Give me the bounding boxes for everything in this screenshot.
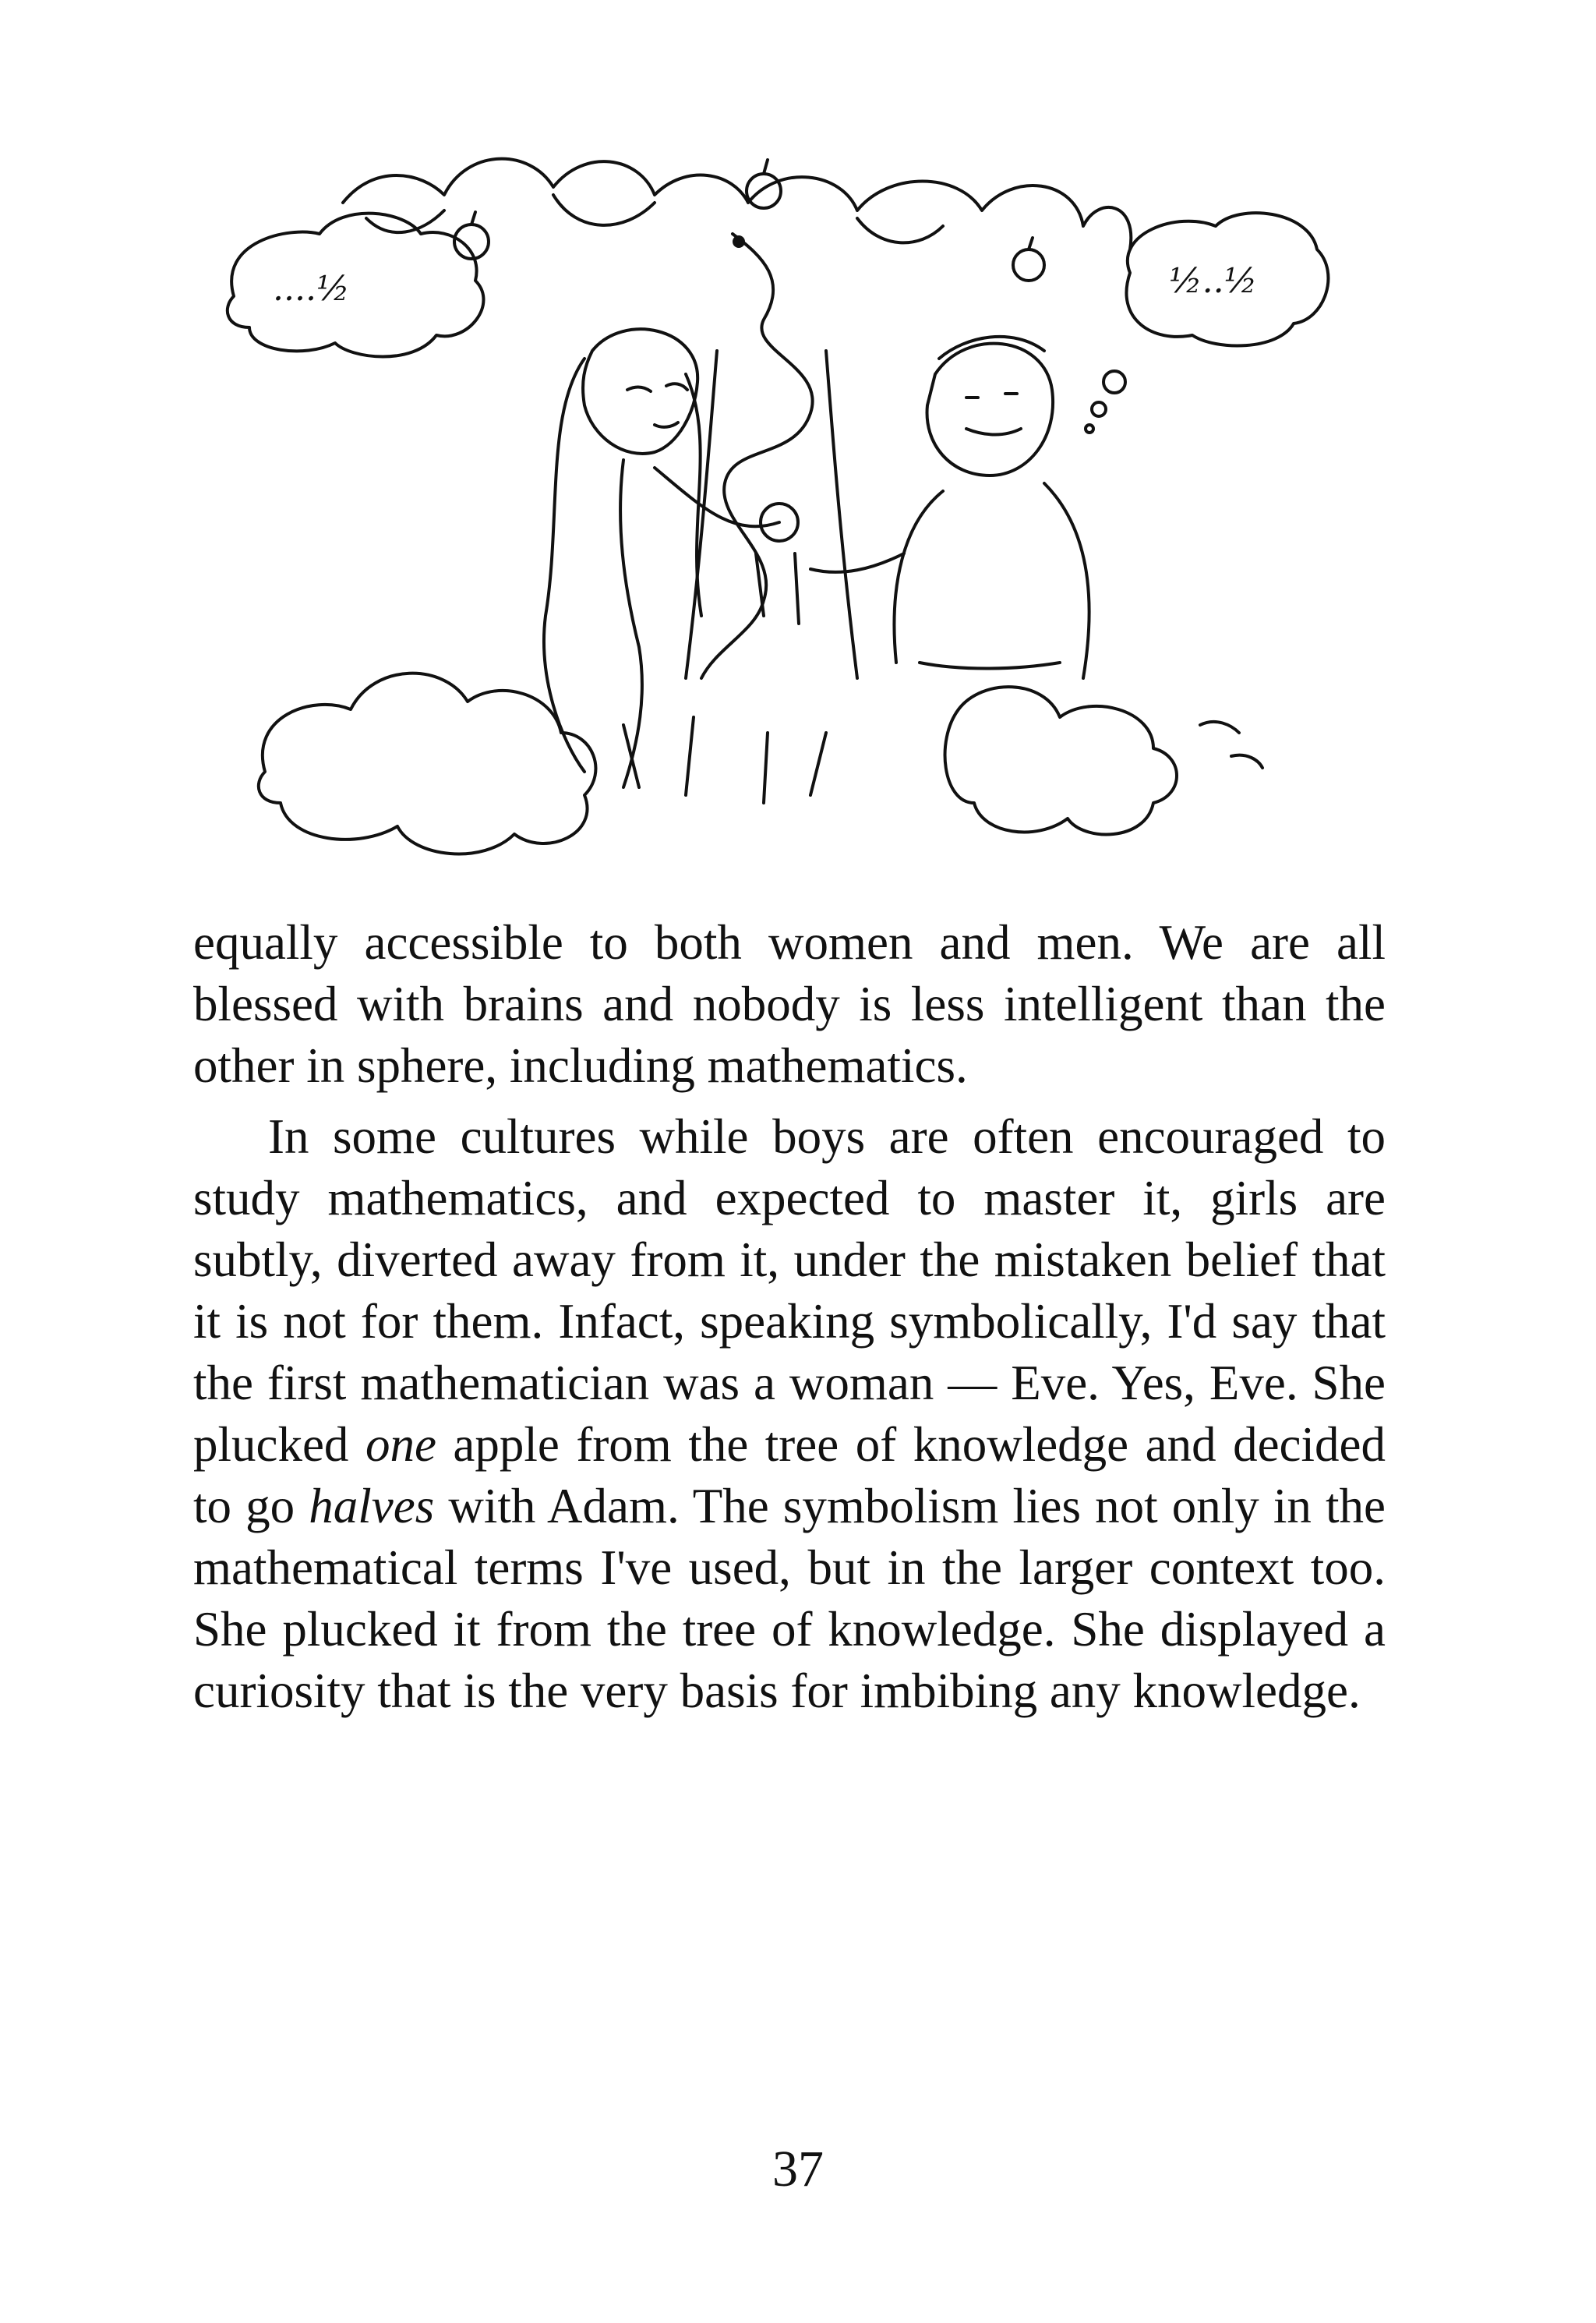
snake xyxy=(701,234,813,678)
eve-adam-illustration xyxy=(218,117,1340,896)
text-run: In some cultures while boys are often encouraged to study mathematics, and expected to master it, girls are subtly, diverted away from it, under the mistaken belief that it is not for them. Infact, speaking symbolically, I'd say that the first mathematician was a woman — Eve. Yes, Eve. She plucked xyxy=(193,1109,1386,1472)
bush-left xyxy=(259,674,596,854)
eve-thought-bubble xyxy=(228,214,484,357)
adam-thought-text: ½..½ xyxy=(1169,261,1258,301)
apple-icon xyxy=(747,174,781,208)
italic-word: one xyxy=(365,1417,436,1472)
paragraph xyxy=(193,912,1386,1097)
tree-trunk xyxy=(686,351,857,678)
text-run: apple from the tree of knowledge and decided to go xyxy=(193,1417,1386,1533)
eve-thought-text: ....½ xyxy=(273,269,350,309)
text-run: with Adam. The symbolism lies not only in the mathematical terms I've used, but in the larger context too. She plucked it from the tree of knowledge. She displayed a curiosity that is the very basis for imbibing any knowledge. xyxy=(193,1479,1386,1718)
paragraph xyxy=(193,1106,1386,1722)
body-text xyxy=(193,912,1386,1731)
italic-word: halves xyxy=(309,1479,435,1533)
apple-icon xyxy=(1013,249,1044,281)
page-number: 37 xyxy=(772,2141,824,2197)
text-run: equally accessible to both women and men. We are all blessed with brains and nobody is less intelligent than the other in sphere, including mathematics. xyxy=(193,915,1386,1093)
bush-right xyxy=(945,687,1177,834)
